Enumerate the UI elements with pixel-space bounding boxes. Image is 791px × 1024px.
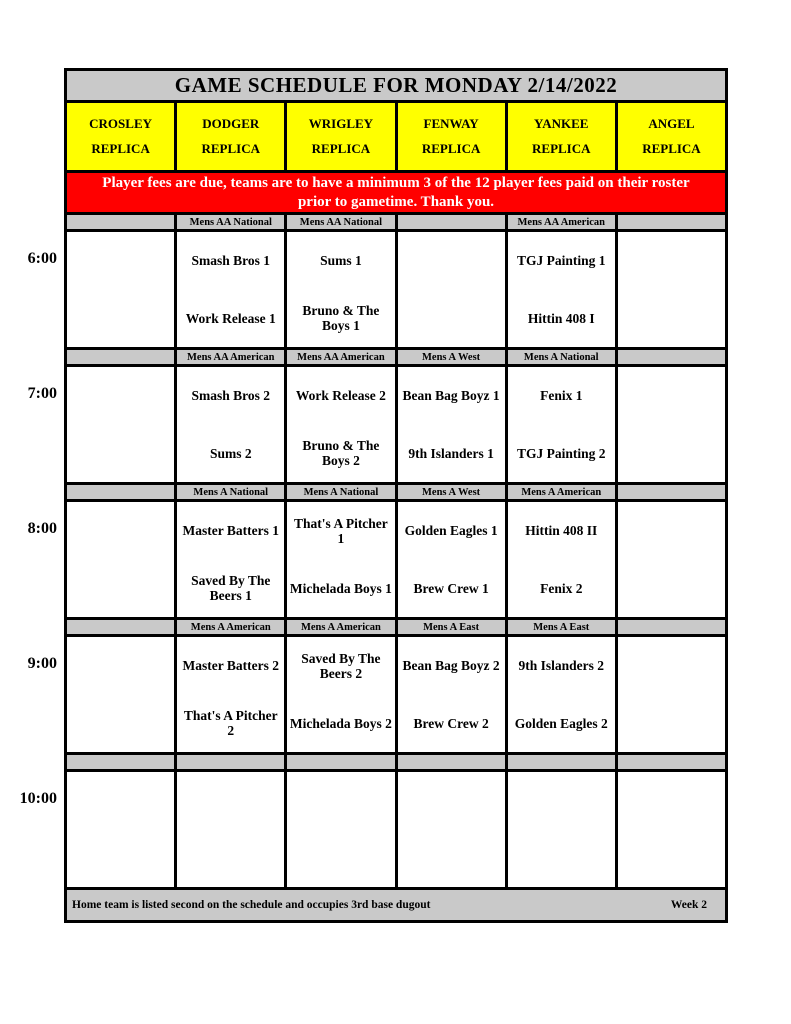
page-title: GAME SCHEDULE FOR MONDAY 2/14/2022 [174,73,618,97]
time-label: 10:00 [19,790,57,807]
team-name [618,637,725,695]
team-name: Fenix 2 [540,580,583,596]
league-label [67,485,174,499]
game-cell [284,637,394,752]
team-name: Golden Eagles 2 [514,715,608,731]
team-name [67,502,174,560]
game-cell [505,232,615,347]
team-name [287,830,394,888]
game-cell [395,637,505,752]
league-label [284,755,394,769]
fee-notice-line1: Player fees are due, teams are to have a minimum 3 of the 12 player fees paid on their roster [102,174,690,191]
team-name: Sums 1 [320,253,362,269]
league-row [67,617,725,634]
venue-header-dodger [174,103,284,170]
league-row [67,752,725,769]
league-label: Mens AA American [174,350,284,364]
team-name [67,830,174,888]
team-name [398,290,505,348]
game-cell [395,502,505,617]
team-name [508,830,615,888]
venue-header-yankee [505,103,615,170]
team-name [67,772,174,830]
team-name: Bruno & The Boys 1 [302,303,380,334]
fee-notice-line2: prior to gametime. Thank you. [297,193,495,210]
team-name: Work Release 1 [185,310,276,326]
team-name [618,367,725,425]
game-row-900 [67,634,725,752]
game-cell [67,637,174,752]
league-label [67,215,174,229]
league-label: Mens AA American [505,215,615,229]
venue-type: REPLICA [642,141,701,156]
team-name: Saved By The Beers 1 [191,573,271,604]
league-label: Mens A East [505,620,615,634]
game-cell [284,367,394,482]
schedule-table [64,68,728,923]
team-name [67,637,174,695]
title-bar [67,71,725,100]
team-name: Brew Crew 2 [413,715,489,731]
team-name [287,772,394,830]
game-row-600 [67,229,725,347]
game-cell [284,772,394,887]
game-cell [615,502,725,617]
game-cell [174,502,284,617]
team-name [398,232,505,290]
team-name: Michelada Boys 2 [289,715,392,731]
venue-header-angel [615,103,725,170]
team-name: Smash Bros 2 [191,388,271,404]
league-label: Mens A American [505,485,615,499]
team-name: Saved By The Beers 2 [301,650,381,681]
league-label [615,485,725,499]
venue-type: REPLICA [532,141,591,156]
game-cell [615,637,725,752]
time-label: 6:00 [27,250,57,267]
team-name [618,695,725,753]
team-name [177,772,284,830]
team-name: Fenix 1 [540,388,583,404]
team-name [618,290,725,348]
team-name: Golden Eagles 1 [404,523,498,539]
team-name: 9th Islanders 1 [408,445,494,461]
venue-name: FENWAY [423,116,479,131]
league-label [615,620,725,634]
venue-type: REPLICA [311,141,371,156]
team-name [618,502,725,560]
league-row [67,482,725,499]
game-cell [615,232,725,347]
team-name: Sums 2 [209,445,252,461]
game-cell [284,232,394,347]
game-cell [615,367,725,482]
league-label: Mens A West [395,485,505,499]
team-name [67,695,174,753]
venue-name: YANKEE [534,116,589,131]
footer-bar [67,887,725,920]
venue-header-fenway [395,103,505,170]
team-name: TGJ Painting 2 [517,445,606,461]
game-row-700 [67,364,725,482]
time-label: 8:00 [27,520,57,537]
time-label: 9:00 [27,655,57,672]
game-cell [174,637,284,752]
game-cell [67,502,174,617]
team-name: Work Release 2 [295,388,386,404]
league-label [174,755,284,769]
team-name: Hittin 408 I [527,310,595,326]
game-cell [174,772,284,887]
team-name [67,232,174,290]
venue-header-wrigley [284,103,394,170]
team-name [67,560,174,618]
team-name: Hittin 408 II [525,523,598,539]
game-cell [174,367,284,482]
league-label [615,215,725,229]
team-name: Bruno & The Boys 2 [302,438,380,469]
team-name: That's A Pitcher 1 [294,515,388,546]
venue-name: WRIGLEY [308,116,374,131]
team-name [67,290,174,348]
team-name [177,830,284,888]
team-name [67,425,174,483]
time-label: 7:00 [27,385,57,402]
league-label [67,620,174,634]
league-label: Mens A American [174,620,284,634]
league-label: Mens A National [174,485,284,499]
league-label [505,755,615,769]
game-cell [505,772,615,887]
team-name: Master Batters 1 [182,523,279,539]
team-name [618,772,725,830]
venue-name: CROSLEY [89,116,153,131]
league-label [615,350,725,364]
team-name [398,772,505,830]
team-name: TGJ Painting 1 [517,253,606,269]
game-cell [505,637,615,752]
venue-name: ANGEL [648,116,695,131]
venue-type: REPLICA [201,141,261,156]
venue-header-crosley [67,103,174,170]
league-label: Mens AA American [284,350,394,364]
game-cell [174,232,284,347]
team-name: That's A Pitcher 2 [183,708,278,739]
team-name [618,560,725,618]
league-label [395,215,505,229]
league-row [67,212,725,229]
team-name: Smash Bros 1 [191,253,271,269]
game-cell [395,367,505,482]
game-cell [395,772,505,887]
league-label [67,755,174,769]
league-label: Mens AA National [174,215,284,229]
footer-note: Home team is listed second on the schedule and occupies 3rd base dugout [72,899,431,911]
fee-notice-banner [67,170,725,212]
game-cell [67,367,174,482]
team-name: Michelada Boys 1 [289,580,392,596]
game-cell [67,772,174,887]
venue-type: REPLICA [421,141,481,156]
team-name [67,367,174,425]
game-cell [395,232,505,347]
league-label [395,755,505,769]
venue-type: REPLICA [91,141,150,156]
venue-name: DODGER [202,116,260,131]
league-label: Mens A National [284,485,394,499]
league-label [67,350,174,364]
league-label [615,755,725,769]
game-cell [284,502,394,617]
game-row-1000 [67,769,725,887]
league-label: Mens AA National [284,215,394,229]
team-name [398,830,505,888]
team-name [618,425,725,483]
team-name: Bean Bag Boyz 1 [402,388,500,404]
week-label: Week 2 [670,899,707,911]
team-name [618,830,725,888]
team-name [618,232,725,290]
game-cell [505,502,615,617]
team-name: Brew Crew 1 [413,580,489,596]
team-name: 9th Islanders 2 [518,658,605,674]
league-row [67,347,725,364]
venue-header-row [67,100,725,170]
game-row-800 [67,499,725,617]
team-name [508,772,615,830]
team-name: Bean Bag Boyz 2 [402,658,500,674]
game-cell [615,772,725,887]
league-label: Mens A American [284,620,394,634]
team-name: Master Batters 2 [182,658,279,674]
league-label: Mens A National [505,350,615,364]
game-cell [67,232,174,347]
game-cell [505,367,615,482]
league-label: Mens A West [395,350,505,364]
league-label: Mens A East [395,620,505,634]
